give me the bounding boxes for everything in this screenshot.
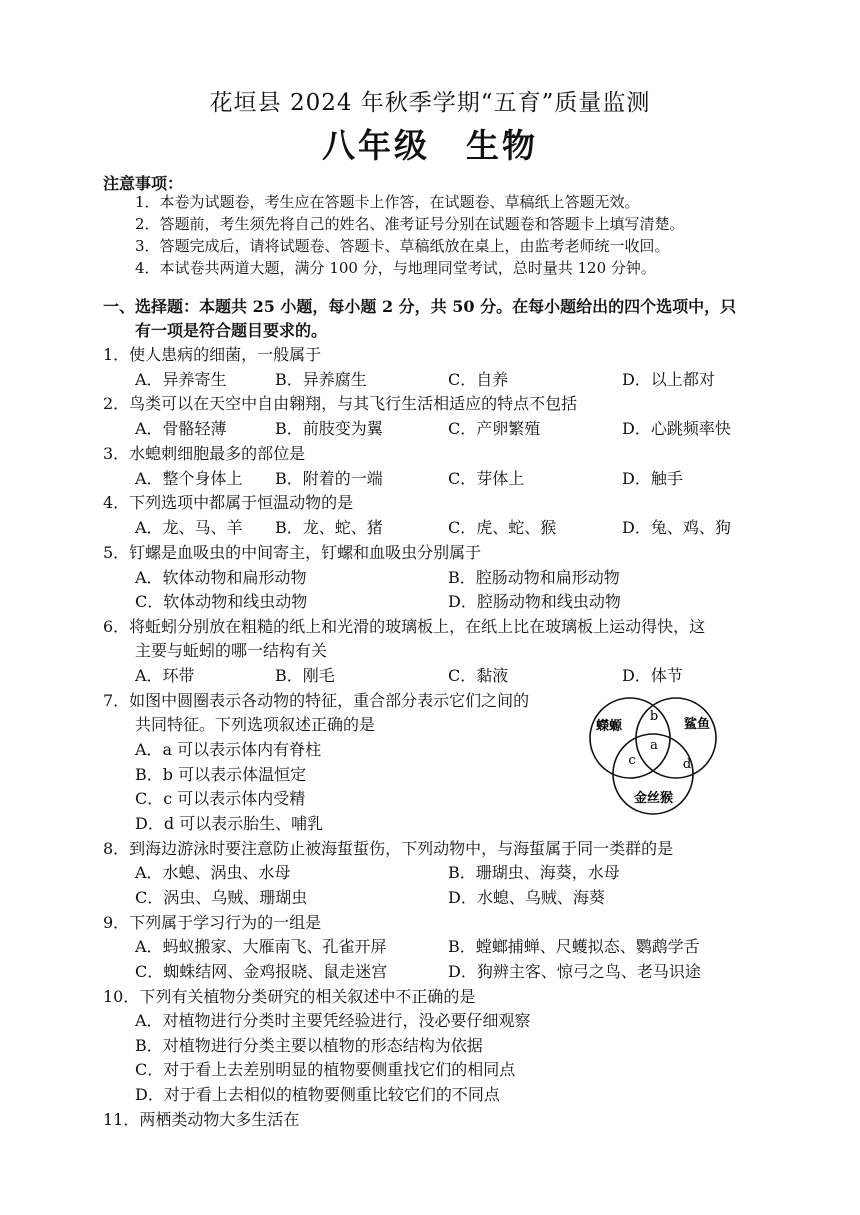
option: D．兔、鸡、狗 — [622, 518, 731, 537]
option: A．蚂蚁搬家、大雁南飞、孔雀开屏 — [135, 937, 387, 956]
option: A．水螅、涡虫、水母 — [135, 863, 291, 882]
section-heading-cont: 有一项是符合题目要求的。 — [135, 321, 328, 340]
option: A．异养寄生 — [135, 370, 227, 389]
option: C．软体动物和线虫动物 — [135, 592, 308, 611]
option: C．涡虫、乌贼、珊瑚虫 — [135, 888, 308, 907]
option: C．自养 — [448, 370, 509, 389]
option: B．异养腐生 — [275, 370, 367, 389]
venn-label-monkey: 金丝猴 — [634, 791, 674, 806]
option: D．心跳频率快 — [622, 419, 731, 438]
venn-circle-shark — [636, 698, 716, 778]
option: B．b 可以表示体温恒定 — [135, 765, 307, 784]
option: A．龙、马、羊 — [135, 518, 243, 537]
option: D．水螅、乌贼、海葵 — [448, 888, 605, 907]
venn-region-a: a — [650, 738, 658, 753]
option: B．对植物进行分类主要以植物的形态结构为依据 — [135, 1036, 483, 1055]
option: B．腔肠动物和扁形动物 — [448, 568, 620, 587]
option: C．虎、蛇、猴 — [448, 518, 557, 537]
question-stem: 6．将蚯蚓分别放在粗糙的纸上和光滑的玻璃板上，在纸上比在玻璃板上运动得快，这 — [103, 617, 706, 636]
option: B．龙、蛇、猪 — [275, 518, 383, 537]
question-stem: 5．钉螺是血吸虫的中间寄主，钉螺和血吸虫分别属于 — [103, 543, 482, 562]
option: B．前肢变为翼 — [275, 419, 383, 438]
option: A．软体动物和扁形动物 — [135, 568, 307, 587]
notice-item: 4．本试卷共两道大题，满分 100 分，与地理同堂考试，总时量共 120 分钟。 — [135, 259, 656, 277]
option: D．对于看上去相似的植物要侧重比较它们的不同点 — [135, 1085, 500, 1104]
option: D．体节 — [622, 666, 683, 685]
notice-item: 1．本卷为试题卷，考生应在答题卡上作答，在试题卷、草稿纸上答题无效。 — [135, 193, 640, 211]
option: C．c 可以表示体内受精 — [135, 789, 306, 808]
venn-region-d: d — [682, 757, 692, 772]
option: C．产卵繁殖 — [448, 419, 541, 438]
option: C．芽体上 — [448, 469, 525, 488]
question-stem-cont: 主要与蚯蚓的哪一结构有关 — [135, 641, 328, 660]
question-stem: 2．鸟类可以在天空中自由翱翔，与其飞行生活相适应的特点不包括 — [103, 394, 578, 413]
option: D．腔肠动物和线虫动物 — [448, 592, 621, 611]
option: C．黏液 — [448, 666, 509, 685]
question-stem: 11．两栖类动物大多生活在 — [103, 1110, 300, 1129]
option: D．d 可以表示胎生、哺乳 — [135, 814, 324, 833]
option: B．螳螂捕蝉、尺蠖拟态、鹦鹉学舌 — [448, 937, 700, 956]
notice-heading: 注意事项： — [103, 174, 184, 193]
option: D．以上都对 — [622, 370, 715, 389]
question-stem: 1．使人患病的细菌，一般属于 — [103, 345, 322, 364]
section-heading: 一、选择题：本题共 25 小题，每小题 2 分，共 50 分。在每小题给出的四个选项中，只 — [103, 297, 737, 316]
option: A．a 可以表示体内有脊柱 — [135, 740, 322, 759]
option: C．蜘蛛结网、金鸡报晓、鼠走迷宫 — [135, 962, 388, 981]
option: B．附着的一端 — [275, 469, 383, 488]
option: D．触手 — [622, 469, 683, 488]
venn-label-shark: 鲨鱼 — [684, 717, 711, 732]
question-stem: 7．如图中圆圈表示各动物的特征，重合部分表示它们之间的 — [103, 691, 530, 710]
question-stem: 10．下列有关植物分类研究的相关叙述中不正确的是 — [103, 987, 476, 1006]
option: B．珊瑚虫、海葵，水母 — [448, 863, 620, 882]
question-stem: 8．到海边游泳时要注意防止被海蜇蜇伤，下列动物中，与海蜇属于同一类群的是 — [103, 839, 674, 858]
notice-item: 2．答题前，考生须先将自己的姓名、准考证号分别在试题卷和答题卡上填写清楚。 — [135, 215, 685, 233]
venn-diagram — [588, 694, 718, 816]
question-stem: 9．下列属于学习行为的一组是 — [103, 913, 322, 932]
option: A．骨骼轻薄 — [135, 419, 227, 438]
venn-region-c: c — [628, 753, 636, 768]
venn-label-salamander: 蠑螈 — [596, 719, 623, 734]
question-stem: 4．下列选项中都属于恒温动物的是 — [103, 493, 354, 512]
question-stem: 3．水螅刺细胞最多的部位是 — [103, 444, 306, 463]
exam-subtitle: 八年级 生物 — [322, 126, 538, 165]
option: B．刚毛 — [275, 666, 335, 685]
exam-title: 花垣县 2024 年秋季学期“五育”质量监测 — [209, 90, 651, 116]
question-stem-cont: 共同特征。下列选项叙述正确的是 — [135, 715, 376, 734]
option: D．狗辨主客、惊弓之鸟、老马识途 — [448, 962, 701, 981]
option: C．对于看上去差别明显的植物要侧重找它们的相同点 — [135, 1060, 516, 1079]
venn-region-b: b — [649, 709, 659, 724]
option: A．环带 — [135, 666, 195, 685]
notice-item: 3．答题完成后，请将试题卷、答题卡、草稿纸放在桌上，由监考老师统一收回。 — [135, 237, 670, 255]
option: A．整个身体上 — [135, 469, 243, 488]
option: A．对植物进行分类时主要凭经验进行，没必要仔细观察 — [135, 1011, 531, 1030]
